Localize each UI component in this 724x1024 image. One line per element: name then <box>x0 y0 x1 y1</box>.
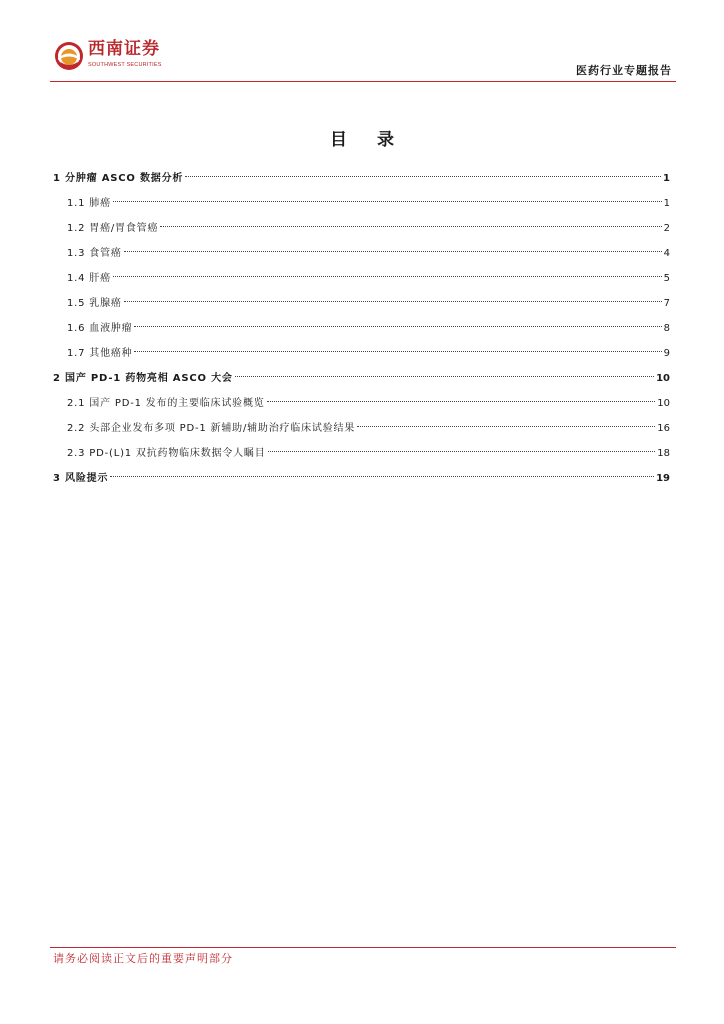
toc-entry[interactable] <box>53 219 670 244</box>
toc-dot-leader <box>124 301 662 302</box>
toc-dot-leader <box>113 276 662 277</box>
brand-name-en: SOUTHWEST SECURITIES <box>88 62 162 68</box>
footer-divider <box>50 947 676 948</box>
toc-dot-leader <box>134 326 661 327</box>
toc-entry-page[interactable]: 8 <box>663 323 670 334</box>
toc-entry-page[interactable]: 16 <box>657 423 670 434</box>
toc-dot-leader <box>357 426 655 427</box>
toc-entry-page[interactable]: 7 <box>663 298 670 309</box>
toc-entry-label[interactable]: 1.7 其他癌种 <box>67 348 133 359</box>
toc-dot-leader <box>134 351 661 352</box>
toc-entry[interactable] <box>53 244 670 269</box>
toc-entry[interactable] <box>53 319 670 344</box>
toc-entry-label[interactable]: 1.4 肝癌 <box>67 273 111 284</box>
toc-entry-label[interactable]: 1.5 乳腺癌 <box>67 298 122 309</box>
toc-entry-label[interactable]: 2.1 国产 PD-1 发布的主要临床试验概览 <box>67 398 265 409</box>
toc-dot-leader <box>235 376 654 377</box>
toc-entry-label[interactable]: 1.3 食管癌 <box>67 248 122 259</box>
toc-entry-label[interactable]: 2.3 PD-(L)1 双抗药物临床数据令人瞩目 <box>67 448 266 459</box>
page-header <box>50 38 676 82</box>
toc-entry-page[interactable]: 1 <box>663 173 670 184</box>
toc-entry-page[interactable]: 1 <box>663 198 670 209</box>
toc-entry[interactable] <box>53 294 670 319</box>
toc-dot-leader <box>160 226 661 227</box>
toc-entry-page[interactable]: 5 <box>663 273 670 284</box>
table-of-contents <box>53 169 670 494</box>
southwest-securities-logo-icon <box>54 41 84 71</box>
toc-entry-label[interactable]: 1.2 胃癌/胃食管癌 <box>67 223 159 234</box>
toc-entry[interactable] <box>53 344 670 369</box>
toc-entry[interactable] <box>53 169 670 194</box>
toc-entry[interactable] <box>53 444 670 469</box>
toc-entry[interactable] <box>53 419 670 444</box>
toc-entry-page[interactable]: 10 <box>656 373 670 384</box>
toc-entry[interactable] <box>53 394 670 419</box>
toc-dot-leader <box>268 451 656 452</box>
toc-entry-page[interactable]: 9 <box>663 348 670 359</box>
toc-dot-leader <box>110 476 654 477</box>
toc-entry-label[interactable]: 1.6 血液肿瘤 <box>67 323 133 334</box>
toc-entry-label[interactable]: 2.2 头部企业发布多项 PD-1 新辅助/辅助治疗临床试验结果 <box>67 423 356 434</box>
toc-entry-page[interactable]: 10 <box>657 398 670 409</box>
toc-entry-page[interactable]: 4 <box>663 248 670 259</box>
toc-entry-label[interactable]: 1.1 肺癌 <box>67 198 111 209</box>
toc-dot-leader <box>185 176 661 177</box>
toc-dot-leader <box>124 251 662 252</box>
toc-dot-leader <box>113 201 662 202</box>
toc-title: 目 录 <box>330 130 406 150</box>
brand-name-cn: 西南证券 <box>88 39 160 59</box>
report-type-label: 医药行业专题报告 <box>576 64 672 77</box>
footer-disclaimer: 请务必阅读正文后的重要声明部分 <box>53 952 233 965</box>
toc-entry[interactable] <box>53 269 670 294</box>
toc-entry-label[interactable]: 1 分肿瘤 ASCO 数据分析 <box>53 173 184 184</box>
toc-entry-page[interactable]: 19 <box>656 473 670 484</box>
toc-entry-page[interactable]: 2 <box>663 223 670 234</box>
toc-entry-label[interactable]: 3 风险提示 <box>53 473 109 484</box>
toc-dot-leader <box>267 401 656 402</box>
toc-entry-label[interactable]: 2 国产 PD-1 药物亮相 ASCO 大会 <box>53 373 233 384</box>
toc-entry[interactable] <box>53 194 670 219</box>
toc-entry-page[interactable]: 18 <box>657 448 670 459</box>
toc-entry[interactable] <box>53 469 670 494</box>
header-divider <box>50 81 676 82</box>
toc-entry[interactable] <box>53 369 670 394</box>
